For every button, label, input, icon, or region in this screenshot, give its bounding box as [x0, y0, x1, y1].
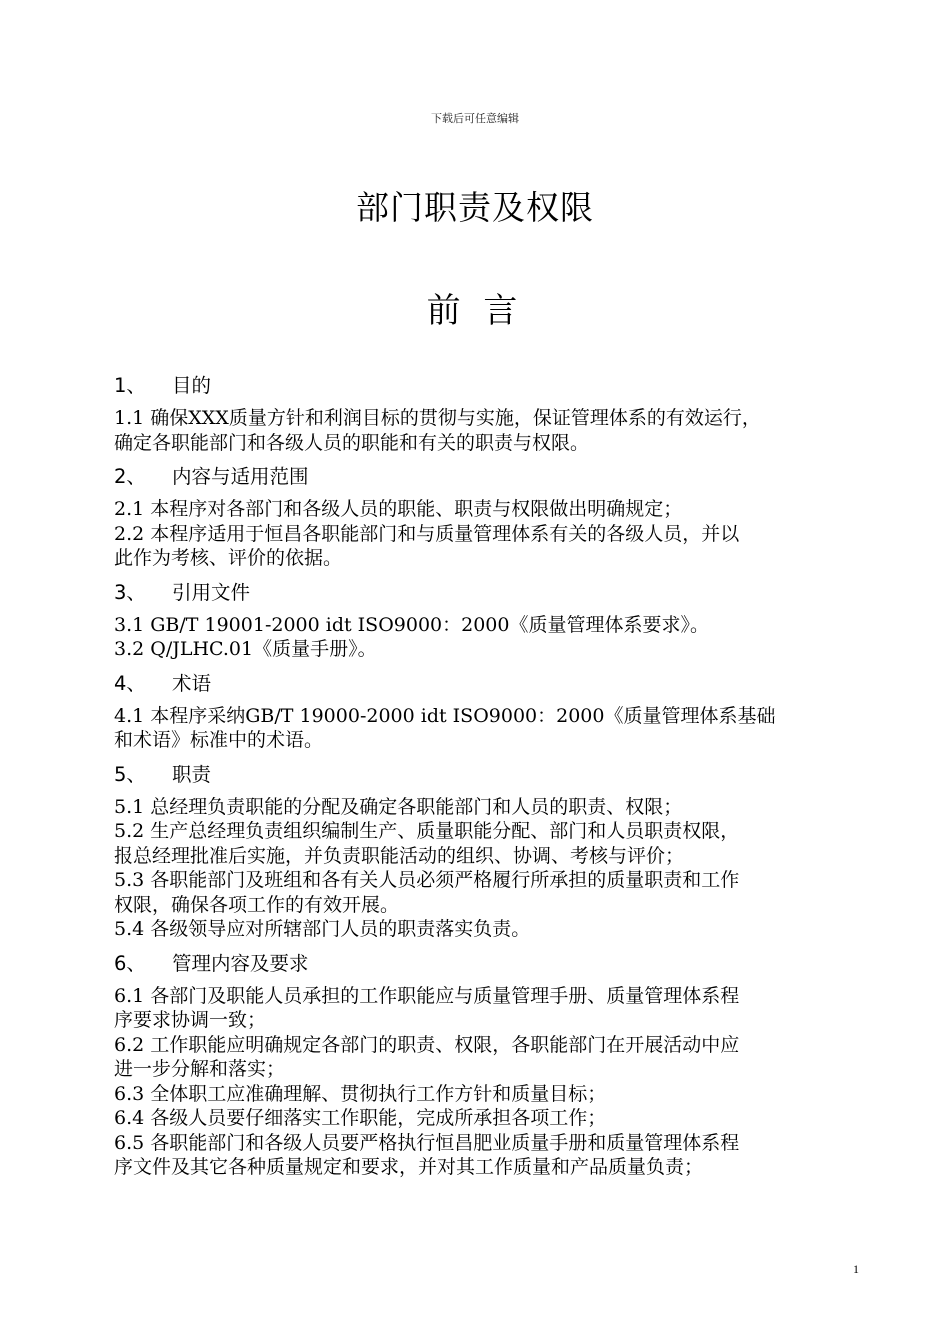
section-number: 2、: [114, 465, 146, 488]
paragraph-line: 此作为考核、评价的依据。: [114, 547, 343, 569]
paragraph-line: 报总经理批准后实施，并负责职能活动的组织、协调、考核与评价；: [114, 844, 685, 867]
section-heading-text: 职责: [172, 762, 212, 786]
paragraph-line: 和术语》标准中的术语。: [114, 729, 324, 751]
section-2: [114, 462, 874, 571]
section-heading: [114, 669, 874, 699]
section-heading: [114, 760, 874, 790]
paragraph-line: 6.1 各部门及职能人员承担的工作职能应与质量管理手册、质量管理体系程: [114, 984, 740, 1007]
paragraph-line: 进一步分解和落实；: [114, 1058, 286, 1080]
section-heading: [114, 462, 874, 492]
section-1: [114, 371, 874, 455]
section-heading: [114, 949, 874, 979]
section-heading-text: 术语: [172, 671, 212, 695]
section-heading: [114, 371, 874, 401]
paragraph-line: 6.4 各级人员要仔细落实工作职能，完成所承担各项工作；: [114, 1107, 607, 1129]
preface-title: 前 言: [426, 291, 524, 331]
section-number: 1、: [114, 374, 146, 397]
paragraph-line: 5.3 各职能部门及班组和各有关人员必须严格履行所承担的质量职责和工作: [114, 869, 740, 891]
paragraph-line: 1.1 确保XXX质量方针和利润目标的贯彻与实施，保证管理体系的有效运行，: [114, 407, 761, 429]
paragraph-line: 5.2 生产总经理负责组织编制生产、质量职能分配、部门和人员职责权限，: [114, 820, 740, 842]
paragraph-line: 5.1 总经理负责职能的分配及确定各职能部门和人员的职责、权限；: [114, 795, 683, 818]
paragraph-line: 2.1 本程序对各部门和各级人员的职能、职责与权限做出明确规定；: [114, 498, 683, 520]
paragraph-line: 2.2 本程序适用于恒昌各职能部门和与质量管理体系有关的各级人员，并以: [114, 522, 740, 545]
paragraph-line: 序文件及其它各种质量规定和要求，并对其工作质量和产品质量负责；: [114, 1156, 704, 1178]
header-note: 下载后可任意编辑: [431, 112, 519, 125]
paragraph-line: 6.5 各职能部门和各级人员要严格执行恒昌肥业质量手册和质量管理体系程: [114, 1131, 740, 1154]
paragraph-line: 序要求协调一致；: [114, 1009, 267, 1031]
section-3: [114, 578, 874, 662]
paragraph-line: 4.1 本程序采纳GB/T 19000-2000 idt ISO9000：2000《质量管理体系基础: [114, 704, 776, 727]
section-heading-text: 目的: [172, 374, 212, 397]
document-body: [114, 371, 874, 1187]
paragraph-line: 6.2 工作职能应明确规定各部门的职责、权限，各职能部门在开展活动中应: [114, 1033, 740, 1056]
section-heading-text: 内容与适用范围: [172, 465, 309, 488]
section-number: 5、: [114, 762, 146, 786]
paragraph-line: 3.1 GB/T 19001-2000 idt ISO9000：2000《质量管理体系要求》。: [114, 613, 709, 636]
section-number: 4、: [114, 671, 146, 695]
section-heading-text: 管理内容及要求: [172, 951, 309, 975]
section-4: [114, 669, 874, 753]
paragraph-line: 权限，确保各项工作的有效开展。: [114, 893, 400, 916]
page-number: 1: [853, 1262, 859, 1276]
section-number: 6、: [114, 951, 146, 975]
paragraph-line: 确定各职能部门和各级人员的职能和有关的职责与权限。: [114, 431, 590, 454]
section-5: [114, 760, 874, 942]
section-number: 3、: [114, 580, 146, 604]
paragraph-line: 6.3 全体职工应准确理解、贯彻执行工作方针和质量目标；: [114, 1082, 607, 1105]
document-title: 部门职责及权限: [356, 188, 594, 227]
section-6: [114, 949, 874, 1180]
paragraph-line: 5.4 各级领导应对所辖部门人员的职责落实负责。: [114, 918, 531, 940]
section-heading-text: 引用文件: [172, 580, 251, 604]
paragraph-line: 3.2 Q/JLHC.01《质量手册》。: [114, 638, 377, 660]
section-heading: [114, 578, 874, 608]
